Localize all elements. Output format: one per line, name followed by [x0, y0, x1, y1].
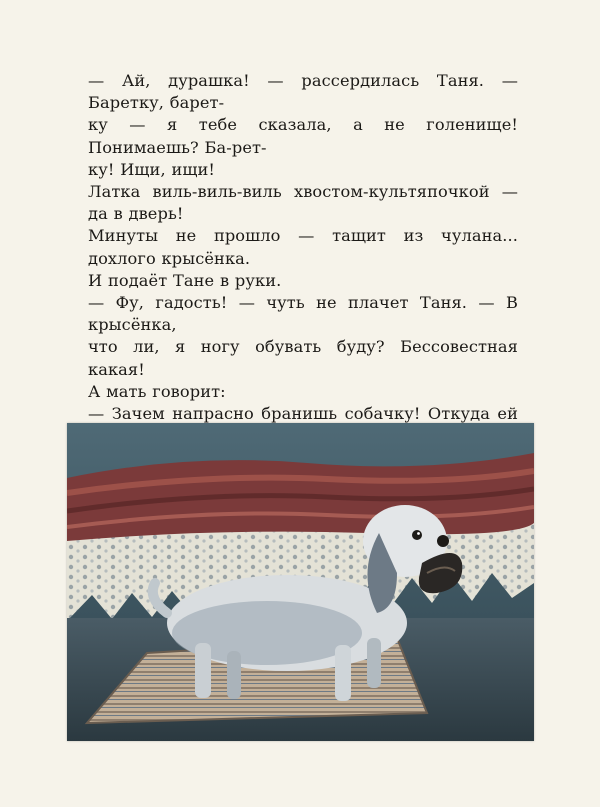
- paragraph-5: — Зачем напрасно бранишь собачку! Откуда ей: [88, 404, 518, 424]
- paragraph-3: — Фу, гадость! — чуть не плачет Таня. — В крысёнка, что ли, я ногу обувать буду? Бессовестная какая!: [88, 293, 518, 379]
- paragraph-4: А мать говорит:: [88, 381, 226, 401]
- paragraph-2: Латка виль-виль-виль хвостом-культяпочкой — да в дверь! Минуты не прошло — тащит из чулана... дохлого крысёнка. И подаёт Тане в руки.: [88, 182, 518, 290]
- illustration-dog-with-shoe: [67, 423, 534, 741]
- illustration-canvas: [67, 423, 534, 741]
- paragraph-1: — Ай, дурашка! — рассердилась Таня. — Баретку, барет- ку — я тебе сказала, а не голенище! Понимаешь? Ба-рет- ку! Ищи, ищи!: [88, 71, 518, 179]
